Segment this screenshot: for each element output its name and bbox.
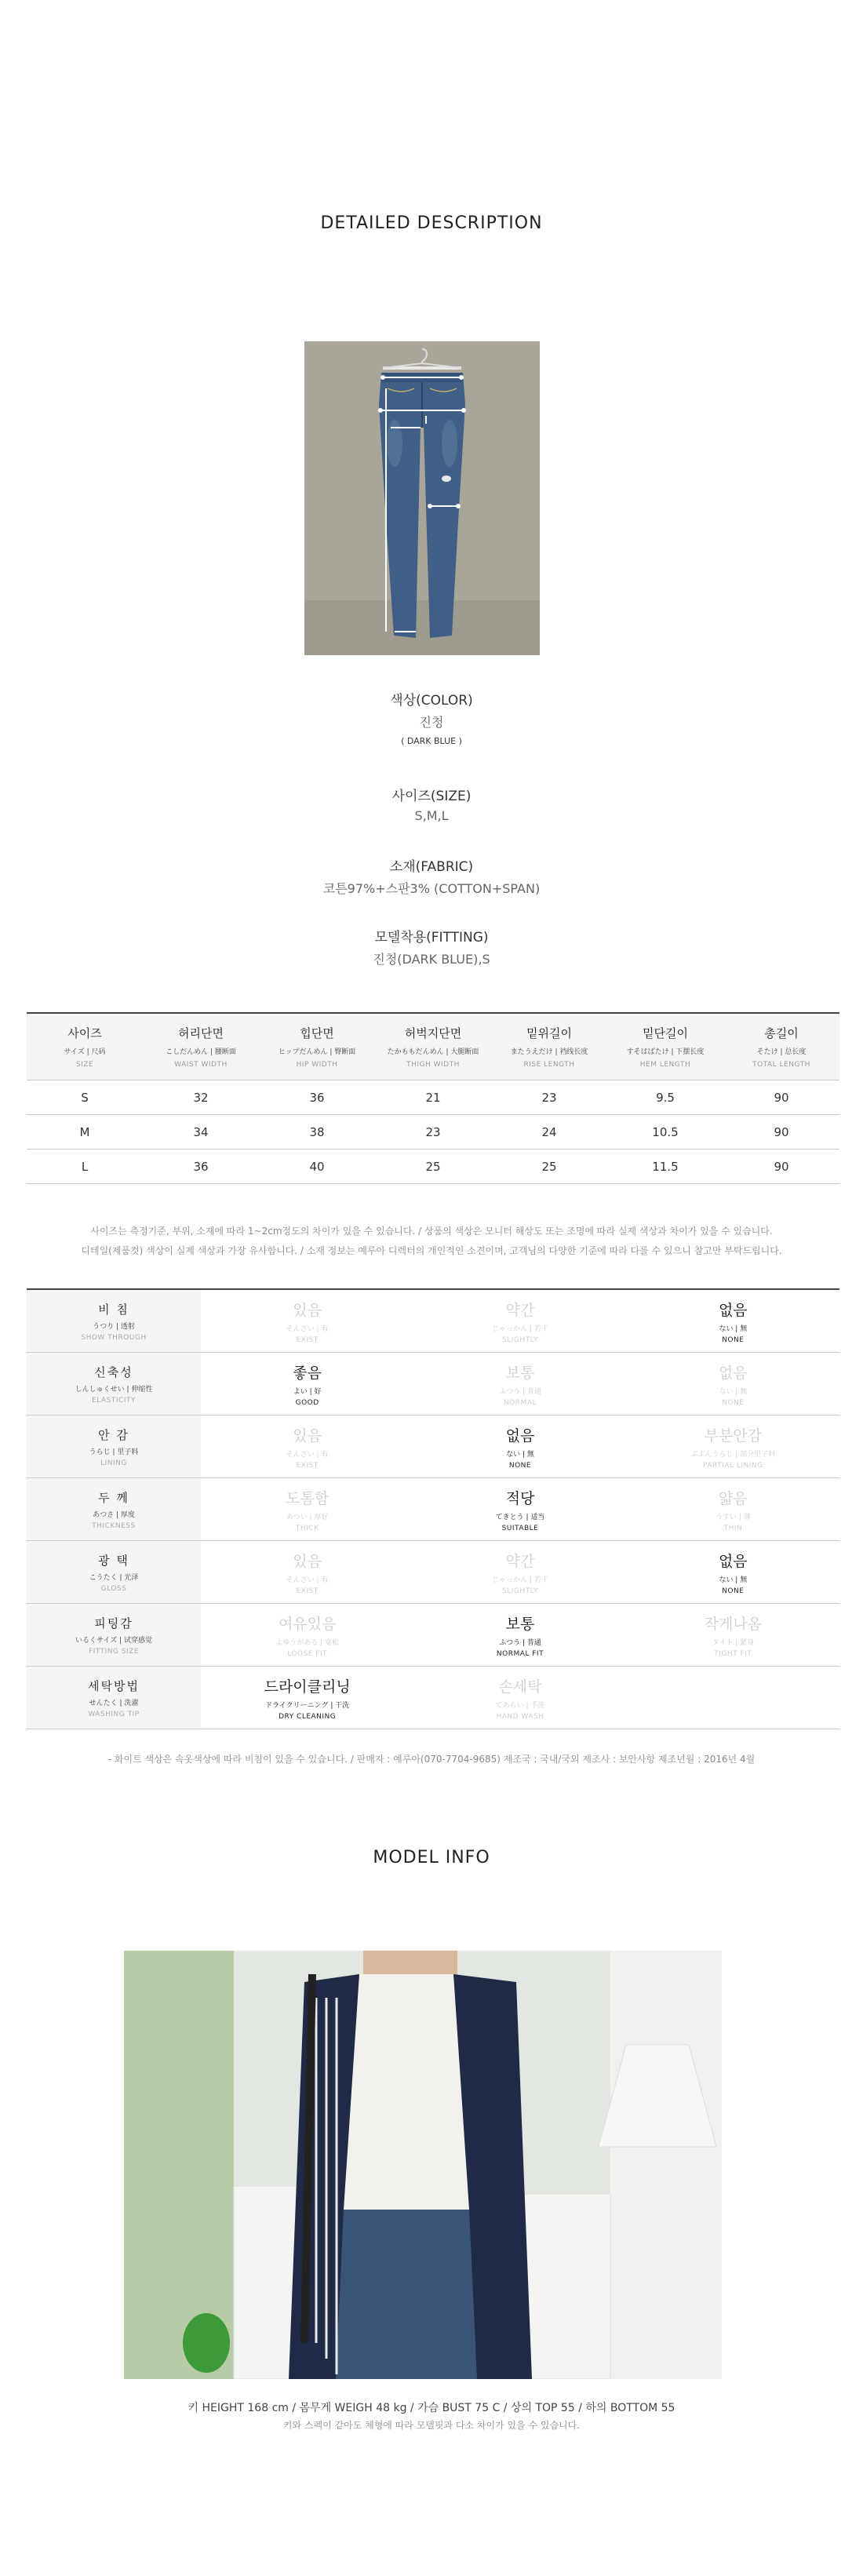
option-jp: じゃっかん | 若干: [492, 1576, 548, 1584]
property-option: [627, 1353, 839, 1415]
option-kr: 드라이클리닝: [264, 1678, 351, 1696]
header-kr: 밑위길이: [526, 1026, 572, 1040]
property-label: [27, 1667, 201, 1729]
header-jp: ヒップだんめん | 臀断面: [278, 1048, 356, 1056]
option-jp: タイト | 紧身: [712, 1638, 755, 1647]
header-jp: サイズ | 尺码: [64, 1048, 106, 1056]
property-label: [27, 1416, 201, 1477]
table-cell: 38: [309, 1124, 325, 1139]
option-kr: 보통: [505, 1364, 535, 1382]
property-label-kr: 두 께: [98, 1490, 129, 1505]
option-jp: そんざい | 有: [286, 1450, 329, 1459]
section-title-detailed-description: DETAILED DESCRIPTION: [320, 213, 543, 233]
property-option: [201, 1478, 413, 1540]
model-measurements: 키 HEIGHT 168 cm / 몸무게 WEIGH 48 kg / 가슴 BUST 75 C / 상의 TOP 55 / 하의 BOTTOM 55: [188, 2402, 675, 2414]
fabric-label: 소재(FABRIC): [389, 859, 474, 875]
option-en: SUITABLE: [501, 1524, 539, 1532]
option-jp: ない | 無: [719, 1576, 748, 1584]
property-option: [201, 1416, 413, 1477]
property-label-kr: 세탁방법: [88, 1678, 140, 1693]
property-label-jp: うらじ | 里子料: [89, 1448, 139, 1456]
property-option: [201, 1541, 413, 1603]
property-label-jp: いるくサイズ | 试穿感觉: [75, 1636, 153, 1645]
option-kr: 손세탁: [498, 1678, 542, 1696]
table-cell: 25: [541, 1159, 557, 1174]
model-fit-note: 키와 스펙이 같아도 체형에 따라 모델핏과 다소 차이가 있을 수 있습니다.: [282, 2420, 581, 2431]
hip-header-cell: [259, 1014, 375, 1080]
option-jp: ない | 無: [506, 1450, 534, 1459]
property-row: [27, 1353, 839, 1416]
property-option: [627, 1290, 839, 1352]
hem-header-cell: [607, 1014, 723, 1080]
header-jp: すそはばたけ | 下摆长度: [626, 1048, 705, 1056]
option-en: SLIGHTLY: [502, 1587, 538, 1595]
fitting-value: 진청(DARK BLUE),S: [373, 952, 490, 967]
option-jp: てあらい | 手洗: [495, 1701, 545, 1710]
table-cell: M: [79, 1124, 90, 1139]
property-option: [413, 1478, 626, 1540]
property-row: [27, 1416, 839, 1478]
option-jp: うすい | 薄: [715, 1513, 751, 1521]
header-en: HEM LENGTH: [639, 1061, 691, 1069]
table-cell: L: [81, 1159, 89, 1174]
property-option: [413, 1416, 626, 1477]
option-jp: じゃっかん | 若干: [492, 1324, 548, 1333]
table-cell: 40: [309, 1159, 325, 1174]
option-kr: 없음: [718, 1364, 748, 1382]
table-row: [27, 1080, 839, 1115]
property-row: [27, 1541, 839, 1604]
property-label-en: SHOW THROUGH: [81, 1333, 147, 1342]
property-row: [27, 1290, 839, 1353]
property-option: [201, 1604, 413, 1666]
property-label-kr: 신축성: [94, 1365, 133, 1379]
option-jp: ふつう | 普通: [499, 1387, 541, 1396]
header-en: THIGH WIDTH: [406, 1061, 460, 1069]
model-photo-icon: [124, 1951, 722, 2379]
size-note-1: 사이즈는 측정기준, 부위, 소재에 따라 1~2cm정도의 차이가 있을 수 있습니다. / 상품의 색상은 모니터 해상도 또는 조명에 따라 실제 색상과 차이가 있을 수 있습니다.: [90, 1226, 773, 1237]
property-option: [413, 1667, 626, 1729]
table-cell: 23: [425, 1124, 441, 1139]
header-kr: 밑단길이: [643, 1026, 688, 1040]
header-en: WAIST WIDTH: [174, 1061, 228, 1069]
option-jp: そんざい | 有: [286, 1324, 329, 1333]
color-label: 색상(COLOR): [390, 693, 473, 709]
option-en: PARTIAL LINING: [703, 1461, 763, 1470]
property-option: [201, 1290, 413, 1352]
option-kr: 부분안감: [704, 1426, 763, 1445]
header-en: RISE LENGTH: [523, 1061, 575, 1069]
option-en: DRY CLEANING: [279, 1712, 337, 1721]
product-photo: [304, 341, 540, 655]
property-label: [27, 1604, 201, 1666]
property-option: [201, 1353, 413, 1415]
property-label-kr: 비 침: [98, 1302, 129, 1317]
property-option: [413, 1604, 626, 1666]
property-option: [627, 1604, 839, 1666]
table-cell: 36: [193, 1159, 209, 1174]
property-option: [627, 1416, 839, 1477]
table-cell: 11.5: [652, 1159, 679, 1174]
property-row: [27, 1604, 839, 1667]
property-label-en: LINING: [100, 1459, 127, 1467]
header-kr: 총길이: [764, 1026, 799, 1040]
table-cell: 23: [541, 1090, 557, 1105]
option-en: EXIST: [296, 1461, 319, 1470]
option-kr: 여유있음: [278, 1615, 337, 1633]
option-jp: ない | 無: [719, 1324, 748, 1333]
option-en: NORMAL: [503, 1398, 537, 1407]
table-row: [27, 1115, 839, 1150]
property-label-jp: あつさ | 厚度: [93, 1510, 135, 1519]
fabric-value: 코튼97%+스판3% (COTTON+SPAN): [322, 881, 541, 896]
property-option: [627, 1478, 839, 1540]
header-jp: たかももだんめん | 大腿断面: [387, 1048, 479, 1056]
property-label-kr: 피팅감: [94, 1616, 133, 1630]
table-cell: 90: [774, 1124, 789, 1139]
option-en: THICK: [295, 1524, 319, 1532]
option-en: NONE: [722, 1398, 745, 1407]
header-kr: 허벅지단면: [404, 1026, 462, 1040]
header-kr: 허리단면: [178, 1026, 224, 1040]
property-label-en: FITTING SIZE: [88, 1647, 140, 1656]
header-jp: こしだんめん | 腰断面: [166, 1048, 236, 1056]
property-option: [413, 1353, 626, 1415]
property-option: [201, 1667, 413, 1729]
option-en: GOOD: [295, 1398, 319, 1407]
table-cell: 32: [193, 1090, 209, 1105]
jeans-on-hanger-icon: [304, 341, 540, 655]
option-kr: 없음: [505, 1426, 535, 1445]
option-jp: あつい | 厚好: [286, 1513, 329, 1521]
option-jp: てきとう | 适当: [495, 1513, 545, 1521]
header-en: SIZE: [75, 1061, 94, 1069]
option-jp: ぶぶんうらじ | 部分里子料: [690, 1450, 776, 1459]
fitting-label: 모델착용(FITTING): [374, 930, 489, 946]
total-header-cell: [723, 1014, 839, 1080]
option-kr: 좋음: [293, 1364, 322, 1382]
table-cell: 90: [774, 1090, 789, 1105]
option-en: NORMAL FIT: [496, 1649, 544, 1658]
option-kr: 없음: [718, 1552, 748, 1570]
option-kr: 있음: [293, 1552, 322, 1570]
header-en: HIP WIDTH: [296, 1061, 338, 1069]
option-en: SLIGHTLY: [502, 1335, 538, 1344]
table-cell: 10.5: [652, 1124, 679, 1139]
property-label-en: ELASTICITY: [92, 1396, 136, 1405]
option-en: EXIST: [296, 1335, 319, 1344]
option-en: TIGHT FIT: [714, 1649, 752, 1658]
property-option: [627, 1541, 839, 1603]
option-jp: ふつう | 普通: [499, 1638, 541, 1647]
header-en: TOTAL LENGTH: [752, 1061, 810, 1069]
rise-header-cell: [491, 1014, 607, 1080]
property-option: [413, 1541, 626, 1603]
option-jp: そんざい | 有: [286, 1576, 329, 1584]
property-row: [27, 1478, 839, 1541]
section-title-model-info: MODEL INFO: [373, 1848, 490, 1867]
property-label-jp: こうたく | 光泽: [89, 1573, 139, 1582]
option-jp: ドライクリーニング | 干洗: [265, 1701, 350, 1710]
option-kr: 도톰함: [286, 1489, 330, 1507]
property-label-jp: しんしゅくせい | 伸缩性: [75, 1385, 153, 1394]
model-photo: [124, 1951, 722, 2379]
table-cell: 36: [309, 1090, 325, 1105]
option-en: NONE: [508, 1461, 532, 1470]
property-label-en: WASHING TIP: [88, 1710, 140, 1718]
property-label: [27, 1353, 201, 1415]
property-option: [413, 1290, 626, 1352]
property-option: [627, 1667, 839, 1729]
color-sub: ( DARK BLUE ): [401, 736, 462, 746]
option-en: LOOSE FIT: [287, 1649, 328, 1658]
table-cell: 9.5: [656, 1090, 675, 1105]
seller-info-note: - 화이트 색상은 속옷색상에 따라 비침이 있을 수 있습니다. / 판매자 : 예루아(070-7704-9685) 제조국 : 국내/국외 제조사 : 보안사항 제조년월 : 2016년 4월: [107, 1754, 756, 1765]
table-cell: 21: [425, 1090, 441, 1105]
property-label: [27, 1290, 201, 1352]
option-en: NONE: [722, 1335, 745, 1344]
option-kr: 없음: [718, 1301, 748, 1319]
color-value: 진청: [419, 715, 444, 730]
table-cell: 24: [541, 1124, 557, 1139]
property-label: [27, 1541, 201, 1603]
option-jp: よゆうがある | 宽松: [275, 1638, 340, 1647]
option-kr: 약간: [505, 1301, 535, 1319]
option-kr: 약간: [505, 1552, 535, 1570]
header-jp: またうえだけ | 裆线长度: [510, 1048, 588, 1056]
size-value: S,M,L: [414, 808, 449, 823]
property-label-en: GLOSS: [100, 1584, 127, 1593]
option-kr: 작게나옴: [704, 1615, 763, 1633]
option-kr: 적당: [505, 1489, 535, 1507]
table-cell: 25: [425, 1159, 441, 1174]
header-jp: そたけ | 总长度: [756, 1048, 807, 1056]
option-kr: 있음: [293, 1301, 322, 1319]
table-cell: 34: [193, 1124, 209, 1139]
header-kr: 힙단면: [300, 1026, 334, 1040]
option-en: THIN: [723, 1524, 743, 1532]
property-label-kr: 안 감: [98, 1427, 129, 1442]
size-note-2: 디테일(제품컷) 색상이 실제 색상과 가장 유사합니다. / 소재 정보는 예루아 디렉터의 개인적인 소견이며, 고객님의 다양한 기준에 따라 다를 수 있으니 참고만 부탁드립니다.: [81, 1245, 782, 1256]
table-row: [27, 1150, 839, 1184]
option-kr: 얇음: [718, 1489, 748, 1507]
waist-header-cell: [143, 1014, 259, 1080]
option-kr: 있음: [293, 1426, 322, 1445]
property-label-jp: うつり | 透射: [93, 1322, 135, 1331]
option-en: NONE: [722, 1587, 745, 1595]
table-cell: 90: [774, 1159, 789, 1174]
option-en: EXIST: [296, 1587, 319, 1595]
size-header-cell: [27, 1014, 143, 1080]
size-table-header: [27, 1014, 839, 1080]
thigh-header-cell: [375, 1014, 491, 1080]
size-table: [27, 1012, 839, 1184]
property-label-en: THICKNESS: [92, 1521, 136, 1530]
property-label-kr: 광 택: [98, 1553, 129, 1568]
property-label: [27, 1478, 201, 1540]
header-kr: 사이즈: [67, 1026, 102, 1040]
option-jp: よい | 好: [293, 1387, 322, 1396]
property-label-jp: せんたく | 洗濯: [89, 1699, 139, 1707]
property-row: [27, 1667, 839, 1729]
size-label: 사이즈(SIZE): [391, 789, 472, 804]
option-kr: 보통: [505, 1615, 535, 1633]
property-table: [27, 1288, 839, 1729]
option-jp: ない | 無: [719, 1387, 748, 1396]
table-cell: S: [81, 1090, 89, 1105]
option-en: HAND WASH: [496, 1712, 544, 1721]
